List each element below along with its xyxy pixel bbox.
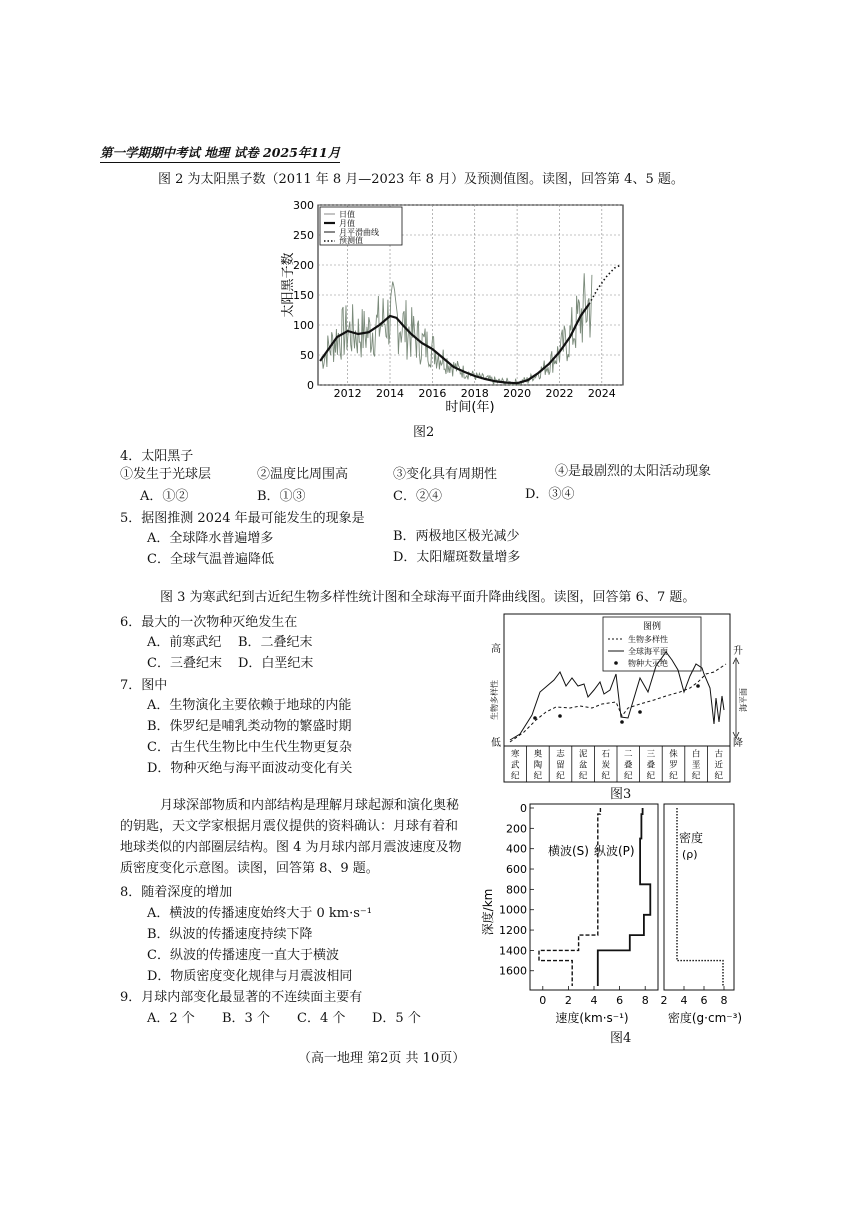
q5-choice-c[interactable]: C．全球气温普遍降低 [147,552,274,567]
fig3-extinction-marker [533,716,537,720]
q8-choice-a[interactable]: A．横波的传播速度始终大于 0 km·s⁻¹ [147,906,373,921]
fig4-y-tick: 1600 [499,964,527,978]
fig2-xlabel: 时间(年) [445,400,495,415]
q4-choice-b[interactable]: B．①③ [257,489,306,504]
q4-choice-a[interactable]: A．①② [140,489,189,504]
fig3-low: 低 [491,738,501,749]
fig2-y-tick: 0 [307,379,314,392]
moon-line-3: 地球类似的内部圈层结构。图 4 为月球内部月震波速度及物 [120,840,462,855]
q6-choice-a[interactable]: A．前寒武纪 [147,635,222,650]
moon-line-4: 质密度变化示意图。读图，回答第 8、9 题。 [120,861,379,876]
fig3-caption: 图3 [610,787,632,802]
fig3-extinction-marker [696,684,700,688]
fig4-y-tick: 1000 [499,903,527,917]
fig3-period-label: 侏罗纪 [669,749,678,782]
fig4-density-tick: 2 [660,994,668,1007]
fig4-density-tick: 8 [720,994,728,1007]
fig4-speed-tick: 2 [564,994,572,1007]
q4-opt-2: ②温度比周围高 [257,467,349,482]
fig4-xlabel-density: 密度(g·cm⁻³) [667,1011,743,1025]
q9-choice-c[interactable]: C．4 个 [297,1011,346,1026]
fig4-density-symbol: (ρ) [682,848,698,861]
fig2-y-tick: 200 [293,259,314,272]
q9-choice-d[interactable]: D．5 个 [372,1011,421,1026]
fig4-density-tick: 6 [700,994,708,1007]
fig2-x-tick: 2014 [376,387,405,400]
fig2-predicted-line [589,265,621,304]
q5-choice-d[interactable]: D．太阳耀斑数量增多 [393,550,521,565]
fig4-speed-tick: 8 [641,994,649,1007]
fig3-period-label: 石炭纪 [601,749,610,782]
fig3-high: 高 [491,644,501,655]
fig2-legend [320,207,402,245]
fig4-moon-interior-chart [480,800,765,1025]
fig2-y-tick: 300 [293,199,314,212]
fig4-y-tick: 200 [506,822,527,836]
fig3-legend-extinction-swatch [614,661,618,665]
fig2-x-tick: 2012 [333,387,362,400]
q8-choice-b[interactable]: B．纵波的传播速度持续下降 [147,927,313,942]
fig4-speed-tick: 0 [539,994,547,1007]
fig4-y-tick: 600 [506,863,527,877]
fig3-up: 升 [733,646,743,657]
page-header: 第一学期期中考试 地理 试卷 2025年11月 [100,143,340,163]
fig2-x-tick: 2020 [503,387,532,400]
fig2-y-tick: 150 [293,289,314,302]
legend-smoothed: 月平滑曲线 [339,228,379,237]
q4-opt-4: ④是最剧烈的太阳活动现象 [555,464,712,479]
q4-choice-d[interactable]: D．③④ [525,487,575,502]
q7-choice-a[interactable]: A．生物演化主要依赖于地球的内能 [147,698,352,713]
q5-choice-b[interactable]: B．两极地区极光减少 [393,529,520,544]
fig4-y-tick: 1200 [499,924,527,938]
fig3-biodiversity-curve [510,664,726,742]
fig4-p-wave-line [598,808,651,986]
fig3-down: 降 [733,738,743,749]
fig3-period-label: 古近纪 [714,749,723,782]
fig4-speed-tick: 6 [616,994,624,1007]
fig2-caption: 图2 [413,425,435,440]
fig3-intro: 图 3 为寒武纪到古近纪生物多样性统计图和全球海平面升降曲线图。读图，回答第 6、7 题。 [160,590,696,605]
q5-stem: 5．据图推测 2024 年最可能发生的现象是 [120,511,365,526]
q9-choice-b[interactable]: B．3 个 [222,1011,270,1026]
q6-stem: 6．最大的一次物种灭绝发生在 [120,615,298,630]
fig4-s-wave-line [539,808,600,986]
fig3-period-label: 白垩纪 [691,749,701,782]
legend-daily: 日值 [339,210,355,219]
fig3-extinction-marker [558,714,562,718]
fig3-legend [603,617,701,671]
q9-stem: 9．月球内部变化最显著的不连续面主要有 [120,990,363,1005]
fig4-speed-tick: 4 [590,994,598,1007]
fig2-intro: 图 2 为太阳黑子数（2011 年 8 月—2023 年 8 月）及预测值图。读图，回答第 4、5 题。 [158,172,684,187]
q8-choice-c[interactable]: C．纵波的传播速度一直大于横波 [147,948,339,963]
q7-stem: 7．图中 [120,678,168,693]
fig4-caption: 图4 [610,1031,632,1046]
fig3-legend-extinction: 物种大灭绝 [628,659,668,668]
q4-opt-1: ①发生于光球层 [120,467,212,482]
q7-choice-b[interactable]: B．侏罗纪是哺乳类动物的繁盛时期 [147,719,352,734]
fig4-p-label: 纵波(P) [594,844,635,858]
fig3-period-label: 寒武纪 [511,749,520,782]
fig3-period-label: 三叠纪 [646,749,656,782]
q7-choice-c[interactable]: C．古生代生物比中生代生物更复杂 [147,740,352,755]
fig2-y-tick: 100 [293,319,314,332]
fig2-y-tick: 250 [293,229,314,242]
q4-opt-3: ③变化具有周期性 [393,467,498,482]
legend-predicted: 预测值 [339,236,363,245]
fig2-ylabel: 太阳黑子数 [281,252,296,318]
q4-choice-c[interactable]: C．②④ [393,489,442,504]
fig3-right-axis: 海平面 [739,688,748,712]
fig4-y-tick: 0 [520,802,527,815]
fig4-density-label: 密度 [679,831,704,845]
fig4-density-tick: 4 [680,994,688,1007]
fig2-y-tick: 50 [300,349,314,362]
fig2-x-tick: 2022 [545,387,574,400]
q6-choice-d[interactable]: D．白垩纪末 [238,656,314,671]
q6-choice-b[interactable]: B．二叠纪末 [238,635,313,650]
fig3-left-axis: 生物多样性 [490,680,499,720]
fig4-ylabel: 深度/km [481,888,495,936]
fig3-period-label: 二叠纪 [624,749,633,782]
fig2-x-tick: 2016 [418,387,447,400]
q6-choice-c[interactable]: C．三叠纪末 [147,656,222,671]
fig4-xlabel-speed: 速度(km·s⁻¹) [555,1011,629,1025]
q8-stem: 8．随着深度的增加 [120,885,233,900]
fig3-period-label: 奥陶纪 [533,749,543,782]
q9-choice-a[interactable]: A．2 个 [147,1011,195,1026]
fig3-legend-sea: 全球海平面 [628,647,668,656]
fig4-y-tick: 800 [506,883,527,897]
q7-choice-d[interactable]: D．物种灭绝与海平面波动变化有关 [147,761,353,776]
page-footer: （高一地理 第2页 共 10页） [298,1051,466,1066]
q4-stem: 4．太阳黑子 [120,449,194,464]
fig3-period-label: 志留纪 [556,749,565,782]
q5-choice-a[interactable]: A．全球降水普遍增多 [147,531,274,546]
legend-monthly: 月值 [339,219,355,228]
moon-line-1: 月球深部物质和内部结构是理解月球起源和演化奥秘 [160,798,460,813]
q8-choice-d[interactable]: D．物质密度变化规律与月震波相同 [147,969,353,984]
fig3-extinction-marker [638,710,642,714]
fig3-biodiversity-chart [484,612,754,784]
fig3-legend-biodiv: 生物多样性 [628,635,668,644]
fig4-y-tick: 400 [506,842,527,856]
fig4-s-label: 横波(S) [548,844,589,858]
fig3-legend-title: 图例 [642,622,662,632]
fig2-x-tick: 2018 [460,387,489,400]
fig4-y-tick: 1400 [499,944,527,958]
fig2-x-tick: 2024 [587,387,616,400]
fig3-period-label: 泥盆纪 [578,749,588,782]
moon-line-2: 的钥匙，天文学家根据月震仪提供的资料确认：月球有着和 [120,819,459,834]
fig3-extinction-marker [620,720,624,724]
fig2-sunspot-chart [275,195,630,415]
